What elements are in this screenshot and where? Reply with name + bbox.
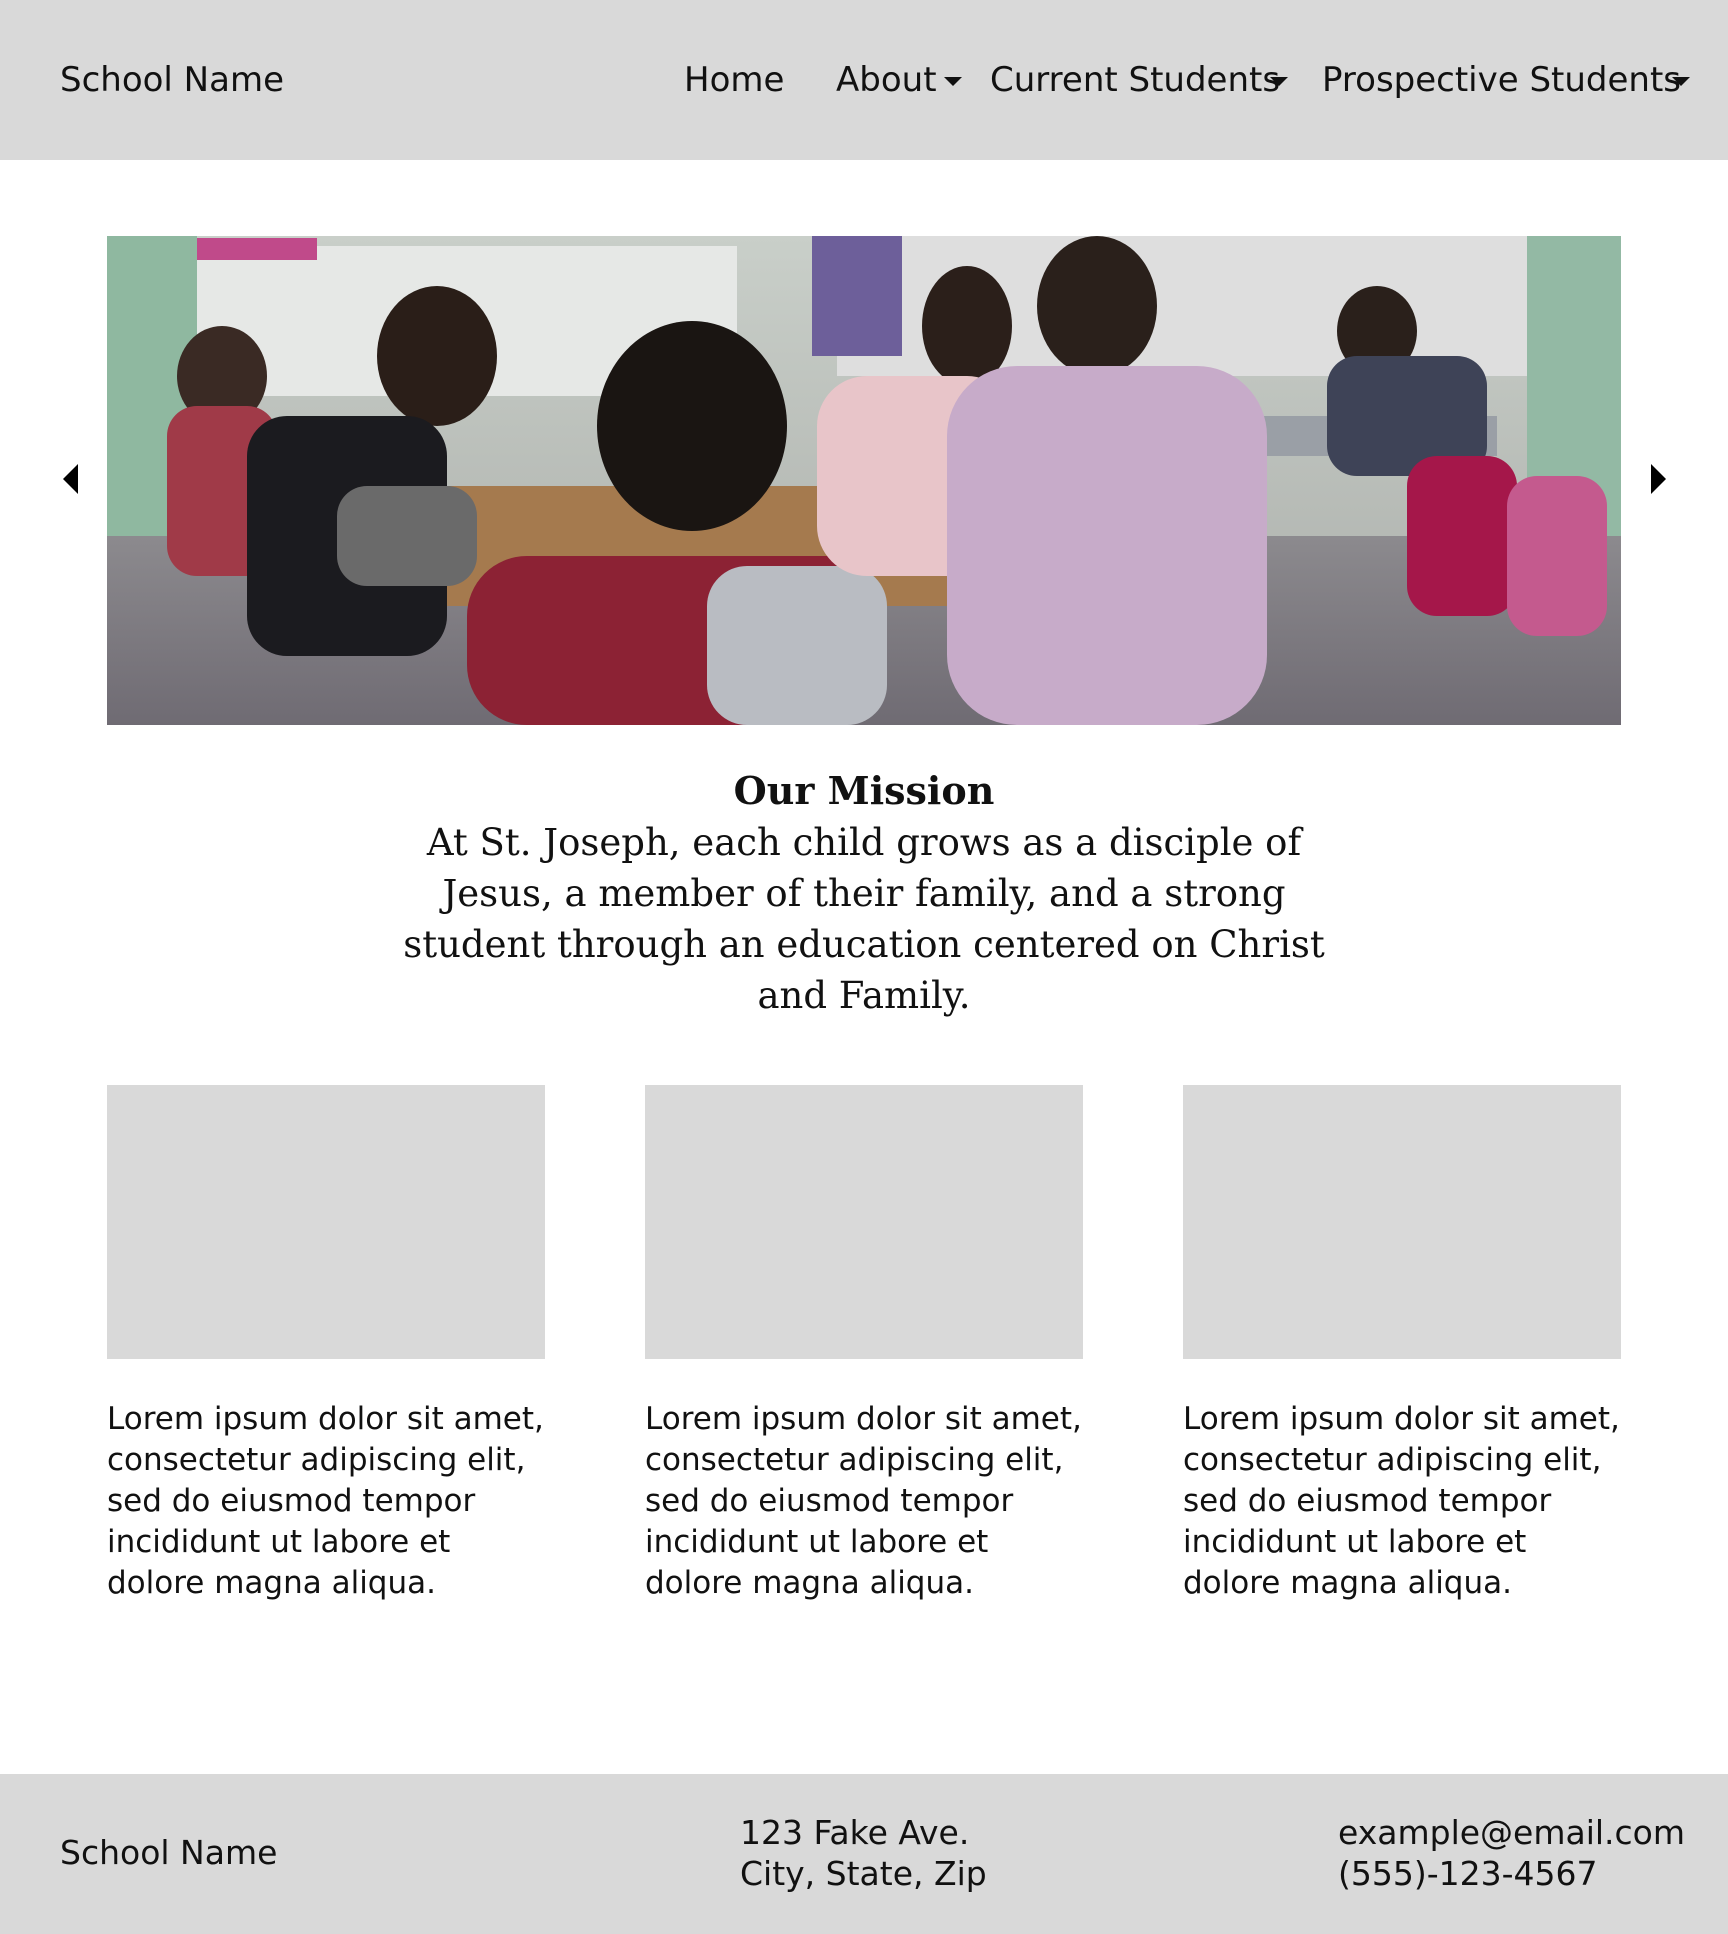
footer-phone[interactable]: (555)-123-4567 <box>1338 1854 1598 1893</box>
nav-item-about[interactable] <box>836 56 937 104</box>
footer-address <box>740 1812 987 1894</box>
footer-contact <box>1338 1812 1685 1894</box>
mission-text: At St. Joseph, each child grows as a disciple of Jesus, a member of their family, and a strong student through an education centered on Christ and Family. <box>403 821 1325 1017</box>
feature-card <box>1183 1085 1621 1604</box>
card-image-placeholder <box>645 1085 1083 1359</box>
site-brand[interactable]: School Name <box>60 60 284 100</box>
classroom-photo <box>107 236 1621 725</box>
footer-address-line1: 123 Fake Ave. <box>740 1813 970 1852</box>
nav-item-home[interactable] <box>684 56 784 104</box>
hero-carousel-image <box>107 236 1621 725</box>
caret-left-icon[interactable] <box>63 464 78 494</box>
footer-email[interactable]: example@email.com <box>1338 1813 1686 1852</box>
mission-section <box>400 765 1328 1021</box>
nav-item-label: Current Students <box>990 60 1281 100</box>
nav-item-prospective-students[interactable] <box>1322 56 1681 104</box>
caret-right-icon[interactable] <box>1651 464 1666 494</box>
footer-address-line2: City, State, Zip <box>740 1854 987 1893</box>
card-image-placeholder <box>1183 1085 1621 1359</box>
chevron-down-icon <box>1270 77 1288 86</box>
chevron-down-icon <box>1672 77 1690 86</box>
nav-item-label: About <box>836 60 937 100</box>
footer-brand-column <box>60 1832 277 1873</box>
site-header <box>0 0 1728 160</box>
site-footer <box>0 1774 1728 1934</box>
footer-brand: School Name <box>60 1833 278 1872</box>
card-text: Lorem ipsum dolor sit amet, consectetur adipiscing elit, sed do eiusmod tempor incididunt ut labore et dolore magna aliqua. <box>1183 1401 1620 1601</box>
nav-item-label: Prospective Students <box>1322 60 1682 100</box>
feature-card <box>645 1085 1083 1604</box>
nav-item-current-students[interactable] <box>990 56 1280 104</box>
card-image-placeholder <box>107 1085 545 1359</box>
feature-card <box>107 1085 545 1604</box>
chevron-down-icon <box>944 77 962 86</box>
card-text: Lorem ipsum dolor sit amet, consectetur adipiscing elit, sed do eiusmod tempor incididunt ut labore et dolore magna aliqua. <box>107 1401 544 1601</box>
nav-item-label: Home <box>684 60 785 100</box>
card-text: Lorem ipsum dolor sit amet, consectetur adipiscing elit, sed do eiusmod tempor incididunt ut labore et dolore magna aliqua. <box>645 1401 1082 1601</box>
mission-title: Our Mission <box>733 768 995 813</box>
